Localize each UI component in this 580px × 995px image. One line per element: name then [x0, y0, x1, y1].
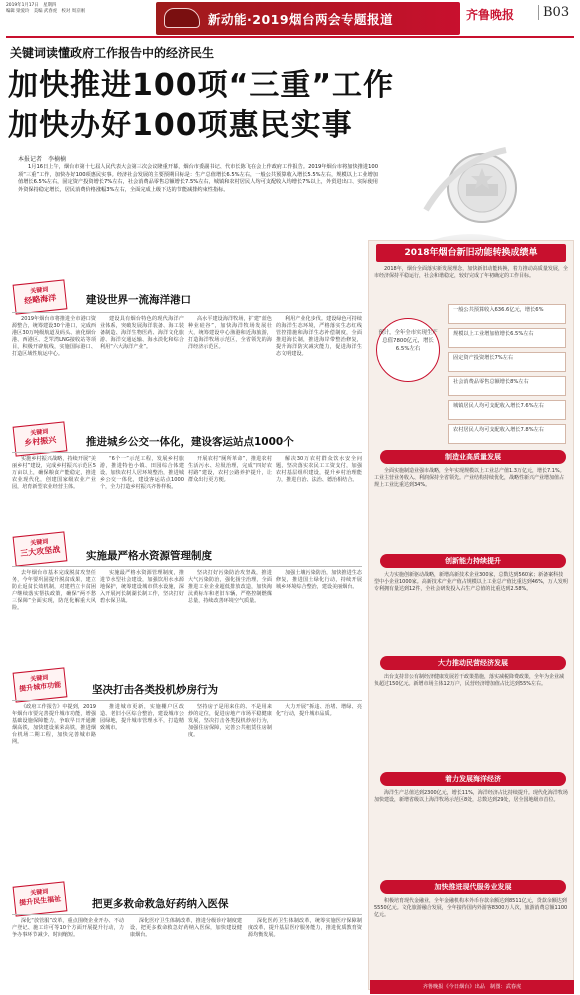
section-rule	[12, 312, 362, 313]
paragraph: 深化医疗卫生体制改革，推进分级诊疗制度建设，把更多救命救急好药纳入医保，加快建设健康烟台。	[130, 918, 242, 939]
section-title: 坚决打击各类投机炒房行为	[92, 684, 218, 696]
byline: 本报记者 李楠楠	[18, 156, 67, 163]
gdp-circle-badge: 预计，全年全市实现生产总值7800亿元，增长6.5%左右	[376, 318, 440, 382]
sidebar-footer: 齐鲁晚报《今日烟台》出品 制图：武春虎	[370, 980, 574, 994]
section-column	[12, 316, 96, 360]
paragraph: 加强土壤污染防治，加快推进生态修复，推进国土绿化行动，持续开展城乡环境综合整治，建设美丽烟台。	[276, 570, 362, 591]
section-title: 建设世界一流海洋港口	[86, 294, 191, 306]
section-column	[12, 456, 96, 492]
stat-item: 城镇居民人均可支配收入增长7.6%左右	[448, 400, 566, 420]
section-column	[188, 570, 272, 606]
tag-label: 关键词	[29, 888, 49, 897]
paragraph: 大力开展“拆违、治堵、增绿、亮化”行动，提升城市品质。	[276, 704, 362, 718]
stat-item: 固定资产投资增长7%左右	[448, 352, 566, 372]
sidebar-paragraph: 海洋生产总值达到2300亿元，增长11%，海洋经济占比持续提升。现代化海洋牧场加快建设，新增省级以上海洋牧场示范区8处，总数达到29处，居全国地级市首位。	[374, 790, 568, 803]
masthead-rule	[6, 36, 574, 38]
tag-keyword: 乡村振兴	[23, 435, 57, 448]
sidebar-paragraph: 大力实施创新驱动战略，新增高新技术企业300家，总数达到560家；新备案科技型中小企业1000家。高新技术产业产值占规模以上工业总产值比重达到46%，万人发明专利拥有量达到12件，全社会研发投入占生产总值的比重达到2.58%。	[374, 572, 568, 592]
section-column	[100, 316, 184, 352]
tag-keyword: 经略海洋	[23, 293, 57, 306]
sidebar-subheading: 着力发展海洋经济	[380, 772, 566, 786]
section-rule	[12, 566, 362, 567]
section-title: 把更多救命救急好药纳入医保	[92, 898, 229, 910]
paragraph: 实施最严格水资源管理制度，推进节水型社会建设，加强饮用水水源地保护，统筹建设城市供水设施，深入开展河长制湖长制工作，坚决打好碧水保卫战。	[100, 570, 184, 605]
paragraph: 解决30万农村群众饮水安全问题，坚决落实农民工工资支付，加强农村基层组织建设，提升乡村治理能力，推进自治、法治、德治相结合。	[276, 456, 362, 484]
lead-paragraph: 1月16日上午，烟台市第十七届人民代表大会第三次会议隆重开幕，烟台市委副书记、代市长陈飞在会上作政府工作报告。2019年烟台市将加快推进100项“三重”工作，加快办好100项惠民实事。经济社会发展的主要预期目标是：生产总值增长6.5%左右，一般公共预算收入增长5.5%左右，规模以上工业增加值增长6.5%左右，固定资产投资增长7%左右，社会消费品零售总额增长7.5%左右，城镇和农村居民人均可支配收入均增长7%以上，外贸进出口、实际使用外资保持稳定增长，居民消费价格涨幅3%左右，全面完成上级下达的节能减排约束性指标。	[18, 164, 378, 193]
sidebar-intro: 2018年，烟台全面落实新发展理念，加快新旧动能转换，着力推动高质量发展，全市经济保持平稳运行，社会和谐稳定，较好完成了年初确定的工作目标。	[374, 266, 568, 279]
sidebar-title: 2018年烟台新旧动能转换成绩单	[376, 244, 566, 262]
issue-date: 2019年1月17日 星期四	[6, 3, 57, 8]
paragraph: 建设具有烟台特色的现代海洋产业体系，突破发展海洋装备、海工装备制造、海洋生物医药、海洋文化旅游、海洋交通运输、海水淡化和综合利用“六大海洋产业”。	[100, 316, 184, 351]
section-title: 实施最严格水资源管理制度	[86, 550, 212, 562]
section-tag-ocean	[13, 279, 68, 314]
section-title: 推进城乡公交一体化，建设客运站点1000个	[86, 436, 294, 448]
sidebar-paragraph: 全面实施制造业强市战略，全年实现规模以上工业总产值1.3万亿元，增长7.1%。工业主营业务收入、利润保持全省领先。产业结构持续优化，战略性新兴产业增加值占规上工业比重达到34%。	[374, 468, 565, 488]
tag-keyword: 三大攻坚战	[19, 544, 61, 559]
sidebar-subheading: 加快推进现代服务业发展	[380, 880, 566, 894]
tag-label: 关键词	[29, 286, 49, 295]
paragraph: “6个一”示范工程，发展乡村旅游，推进特色小镇、田园综合体建设，加快农村人居环境整治，推进城乡公交一体化，建设客运站点1000个，全力打造乡村振兴齐鲁样板。	[100, 456, 184, 491]
editors-line: 编辑 梁爱玲 美编 武春虎 校对 周京刚	[6, 9, 85, 15]
section-column	[276, 456, 362, 485]
headline-line-1: 加快推进100项“三重”工作	[8, 68, 395, 103]
section-column	[12, 704, 96, 748]
paragraph: 2019年烟台市将推进全市港口资源整合，统筹建设30个港口，完成西港区30万吨级航道及码头、液化烟台港、西港区、芝罘湾LNG接收站等项目，积极开辟航线，实施国际港口、打造区域性航运中心。	[12, 316, 96, 358]
paragraph: 《政府工作报告》中提到，2019年烟台市要完善提升城市功能，增强基础设施保障能力，争取早日开通潍烟高铁，加快建设莱荣高铁，推进烟台机场二期工程，加快完善城市路网。	[12, 704, 96, 746]
sidebar-subheading: 制造业高质量发展	[380, 450, 566, 464]
sidebar-subheading: 创新能力持续提升	[380, 554, 566, 568]
paragraph: 高水平建设海洋牧场，扩建“蓝色种业硅谷”，加快海洋牧场发展壮大，统筹建设中心渔港和近海旅游，打造海洋牧场示范区，全省领先的海洋经济示范区。	[188, 316, 272, 351]
paragraph: 利用产业化步伐。建设绿色可持续的海洋生态环境，严格落实生态红线管控措施和海洋生态补偿制度，全面推进海长制，推进海岸带整治修复，提升海洋防灾减灾能力，促进海洋生态文明建设。	[276, 316, 362, 358]
section-column	[276, 316, 362, 360]
tag-keyword: 提升民生福祉	[18, 894, 62, 908]
section-rule	[12, 914, 362, 915]
banner-title: 新动能·2019烟台两会专题报道	[208, 12, 394, 27]
section-column	[276, 704, 362, 719]
paragraph: 坚持房子是用来住的、不是用来炒的定位，促进房地产市场平稳健康发展，坚决打击各类投机炒房行为，加强住房保障，完善公共租赁住房制度。	[188, 704, 272, 739]
section-column	[12, 918, 124, 940]
section-rule	[12, 700, 362, 701]
tag-keyword: 提升城市功能	[18, 680, 62, 694]
section-column	[188, 456, 272, 485]
section-column	[248, 918, 362, 940]
train-icon	[164, 8, 200, 28]
paragraph: 推进城市更新，实施棚户区改造、老旧小区综合整治，建设城市公园绿地，提升城市管理水平，打造精致城市。	[100, 704, 184, 732]
stat-item: 农村居民人均可支配收入增长7.8%左右	[448, 424, 566, 444]
tag-label: 关键词	[29, 428, 49, 437]
paragraph: 实施乡村振兴战略，持续开展“美丽乡村”建设，完成乡村振兴示范区5万亩以上，确保粮食产能稳定，推进农业现代化，创建国家级农业产业园，培育新型农业经营主体。	[12, 456, 96, 491]
paragraph: 深化“放管服”改革，重点围绕企业开办、不动产登记、施工许可等10个方面开展提升行动，力争办事环节减少、时间缩短。	[12, 918, 124, 939]
stat-item: 一般公共预算收入636.6亿元，增长6%	[448, 304, 566, 324]
tag-label: 关键词	[29, 538, 49, 547]
section-tag-city	[13, 667, 68, 702]
sidebar-paragraph: 出台支持非公有制经济健康发展若干政策措施，落实减税降费政策，全年为企业减负超过150亿元。新增市场主体12万户，民营经济增加值占比达到55%左右。	[374, 674, 565, 687]
section-column	[188, 704, 272, 740]
newspaper-logo: 齐鲁晚报	[466, 8, 515, 22]
section-column	[130, 918, 242, 940]
special-report-banner	[156, 2, 460, 35]
sidebar-paragraph: 积极培育现代金融业，全年金融机构本外币存款余额达到8511亿元，贷款余额达到5550亿元。文化旅游融合发展，全年接待国内外游客8300万人次，旅游消费总额1100亿元。	[374, 898, 568, 918]
paragraph: 坚决打好污染防治攻坚战，推进大气污染防治，强化扬尘治理，全面推进工业企业超低排放改造，加快淘汰黄标车和老旧车辆，严格控制燃煤总量，持续改善环境空气质量。	[188, 570, 272, 605]
section-rule	[12, 452, 362, 453]
headline-line-2: 加快办好100项惠民实事	[8, 108, 353, 143]
section-column	[100, 570, 184, 606]
tag-label: 关键词	[29, 674, 49, 683]
section-column	[12, 570, 96, 614]
section-column	[100, 704, 184, 733]
section-tag-battles	[13, 531, 68, 566]
sidebar-subheading: 大力推动民营经济发展	[380, 656, 566, 670]
page-number: B03	[538, 5, 569, 20]
stat-item: 规模以上工业增加值增长6.5%左右	[448, 328, 566, 348]
article-kicker: 关键词读懂政府工作报告中的经济民生	[10, 46, 215, 60]
paragraph: 深化医药卫生体制改革，统筹实施医疗保障制度改革，提升基层医疗服务能力，推进优质教育资源均衡发展。	[248, 918, 362, 939]
masthead-meta	[6, 3, 156, 15]
paragraph: 开展农村“厕所革命”，推进农村生活污水、垃圾治理，完成“四好农村路”建设，农村公路养护提升，让群众出行更方便。	[188, 456, 272, 484]
section-column	[188, 316, 272, 352]
section-column	[100, 456, 184, 492]
section-tag-welfare	[13, 881, 68, 916]
paragraph: 去年烟台市基本完成脱贫攻坚任务，今年要巩固提升脱贫成果，建立防止返贫长效机制，对建档立卡贫困户继续落实帮扶政策，确保“两不愁三保障”全面实现，防范化解重大风险。	[12, 570, 96, 612]
stat-item: 社会消费品零售总额增长8%左右	[448, 376, 566, 396]
section-column	[276, 570, 362, 592]
